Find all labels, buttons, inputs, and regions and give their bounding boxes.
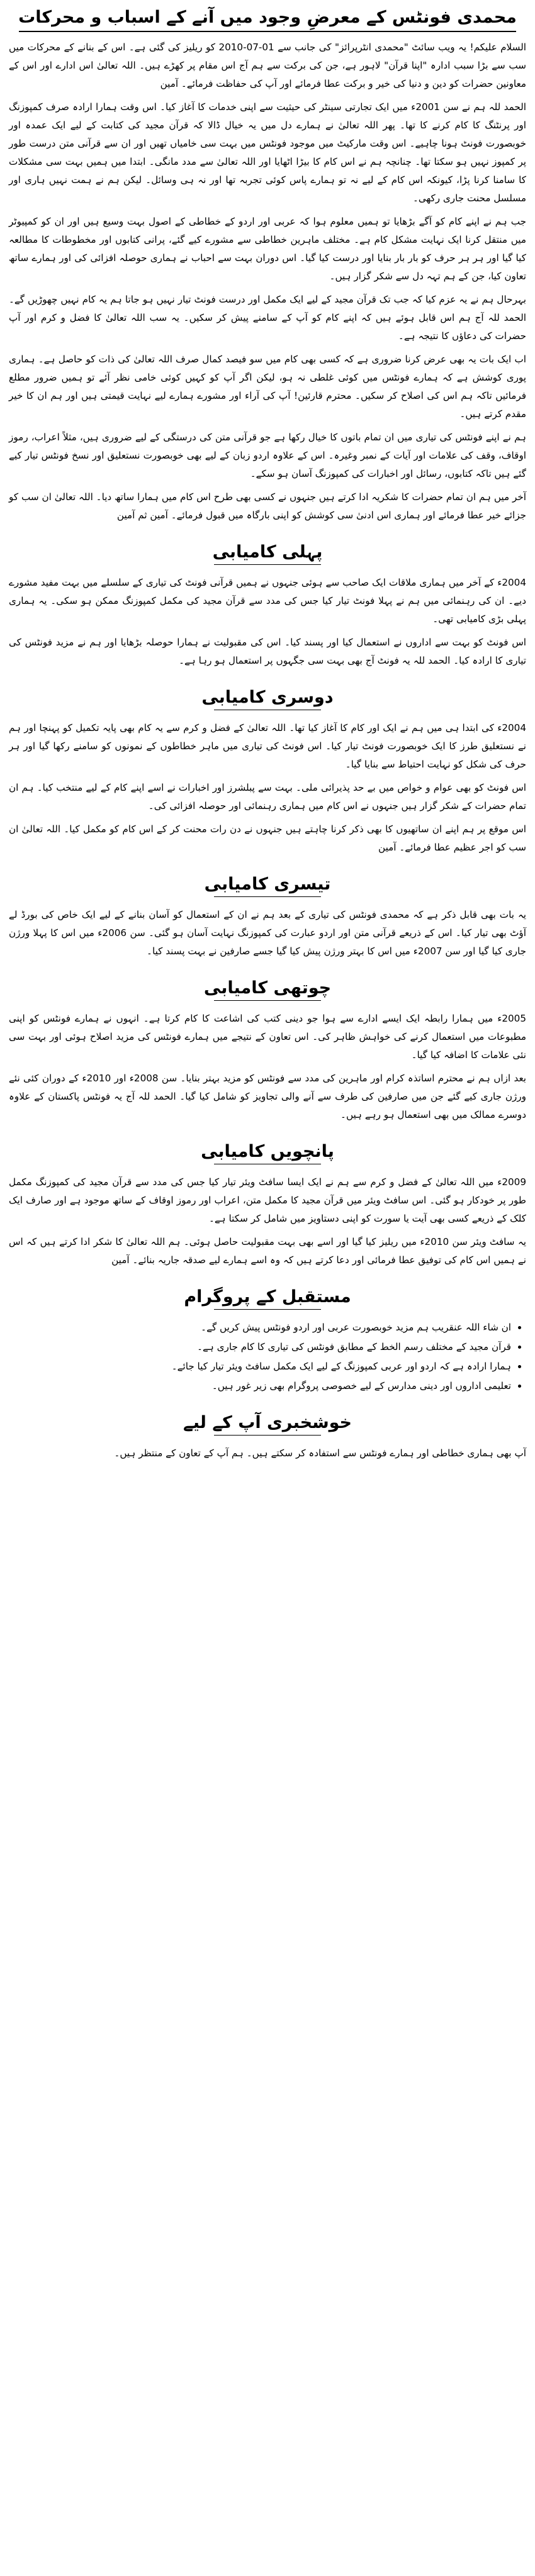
intro-paragraph: الحمد للہ ہم نے سن 2001ء میں ایک تجارتی سینٹر کی حیثیت سے اپنی خدمات کا آغاز کیا۔ اس وقت ہمارا ارادہ صرف کمپوزنگ اور پرنٹنگ کا کام کرنے کا تھا۔ پھر اللہ تعالیٰ نے ہمارے دل میں یہ خیال ڈالا کہ قرآن مجید کی کتابت کے لیے ایک عمدہ اور خوبصورت فونٹ ہونا چاہیے۔ اس وقت مارکیٹ میں موجود فونٹس میں بہت سی خامیاں تھیں اور ان سے قرآنی متن درست طور پر کمپوز نہیں ہو سکتا تھا۔ چنانچہ ہم نے اس کام کا بیڑا اٹھایا اور اللہ تعالیٰ سے مدد مانگی۔ ابتدا میں ہمیں بہت سی مشکلات کا سامنا کرنا پڑا، کیونکہ اس کام کے لیے نہ تو ہمارے پاس کوئی تجربہ تھا اور نہ ہی وسائل۔ لیکن ہم نے ہمت نہیں ہاری اور مسلسل محنت جاری رکھی۔ bbox=[9, 101, 526, 204]
list-item: • تعلیمی اداروں اور دینی مدارس کے لیے خصوصی پروگرام بھی زیر غور ہیں۔ bbox=[9, 1377, 511, 1395]
intro-paragraph: اب ایک بات یہ بھی عرض کرنا ضروری ہے کہ کسی بھی کام میں سو فیصد کمال صرف اللہ تعالیٰ کی ذات کو حاصل ہے۔ ہماری پوری کوشش ہے کہ ہمارے فونٹس میں کوئی غلطی نہ ہو، لیکن اگر آپ کو کہیں کوئی خامی نظر آئے تو ہمیں ضرور مطلع فرمائیں تاکہ ہم اس کی اصلاح کر سکیں۔ محترم قارئین! آپ کی آراء اور مشورے ہمارے لیے نہایت قیمتی ہیں اور ہم ان کا خیر مقدم کرتے ہیں۔ bbox=[9, 354, 526, 420]
section-paragraph: 2004ء کے آخر میں ہماری ملاقات ایک صاحب سے ہوئی جنہوں نے ہمیں قرآنی فونٹ کی تیاری کے سلسلے میں بہت مفید مشورے دیے۔ ان کی رہنمائی میں ہم نے پہلا فونٹ تیار کیا جس کی مدد سے قرآن مجید کی مکمل کمپوزنگ ممکن ہو سکی۔ یہ ہماری پہلی بڑی کامیابی تھی۔ bbox=[9, 577, 526, 625]
section-title: خوشخبری آپ کے لیے bbox=[183, 1413, 352, 1432]
section-paragraph: یہ سافٹ ویئر سن 2010ء میں ریلیز کیا گیا اور اسے بھی بہت مقبولیت حاصل ہوئی۔ ہم اللہ تعالیٰ کا شکر ادا کرتے ہیں کہ اس نے ہمیں اس کام کی توفیق عطا فرمائی اور دعا کرتے ہیں کہ وہ اسے ہمارے لیے صدقہ جاریہ بنائے۔ آمین bbox=[9, 1236, 526, 1266]
section-paragraph: 2005ء میں ہمارا رابطہ ایک ایسے ادارے سے ہوا جو دینی کتب کی اشاعت کا کام کرتا ہے۔ انہوں نے ہمارے فونٹس کو اپنی مطبوعات میں استعمال کرنے کی خواہش ظاہر کی۔ اس تعاون کے نتیجے میں ہمارے فونٹس کی مزید اصلاح ہوئی اور بہت سی نئی علامات کا اضافہ کیا گیا۔ bbox=[9, 1013, 526, 1061]
intro-paragraph: السلام علیکم! یہ ویب سائٹ "محمدی انٹرپرائز" کی جانب سے 01-07-2010 کو ریلیز کی گئی ہے۔ اس کے بنانے کے محرکات میں سب سے بڑا سبب ادارہ "اپنا قرآن" لاہور ہے، جن کی برکت سے ہم آج اس مقام پر کھڑے ہیں۔ اللہ تعالیٰ اس ادارے اور اس کے معاونین حضرات کو دین و دنیا کی خیر و برکت عطا فرمائے اور آپ کی حفاظت فرمائے۔ آمین bbox=[9, 42, 526, 89]
article-section bbox=[0, 1142, 535, 1269]
article-section bbox=[0, 874, 535, 961]
section-title: پہلی کامیابی bbox=[212, 542, 323, 562]
section-divider bbox=[214, 1435, 321, 1436]
section-paragraph: یہ بات بھی قابل ذکر ہے کہ محمدی فونٹس کی تیاری کے بعد ہم نے ان کے استعمال کو آسان بنانے کے لیے ایک خاص کی بورڈ لے آؤٹ بھی تیار کیا۔ اس کے ذریعے قرآنی متن اور اردو عبارت کی کمپوزنگ نہایت آسان ہو گئی۔ سن 2006ء میں اس کا پہلا ورژن جاری کیا گیا اور سن 2007ء میں اس کا بہتر ورژن پیش کیا گیا جسے صارفین نے بہت پسند کیا۔ bbox=[9, 909, 526, 957]
section-title: تیسری کامیابی bbox=[204, 874, 331, 894]
section-divider bbox=[214, 1000, 321, 1001]
page-title: محمدی فونٹس کے معرضِ وجود میں آنے کے اسباب و محرکات bbox=[18, 8, 517, 27]
article-section bbox=[0, 688, 535, 857]
title-divider bbox=[19, 31, 516, 32]
section-paragraph: 2004ء کی ابتدا ہی میں ہم نے ایک اور کام کا آغاز کیا تھا۔ اللہ تعالیٰ کے فضل و کرم سے یہ کام بھی پایہ تکمیل کو پہنچا اور ہم نے نستعلیق طرز کا ایک خوبصورت فونٹ تیار کیا۔ اس فونٹ کی تیاری میں ماہر خطاطوں کے نمونوں کو سامنے رکھا گیا اور ہر حرف کی شکل کو نہایت احتیاط سے بنایا گیا۔ bbox=[9, 722, 526, 770]
program-list bbox=[9, 1319, 526, 1395]
section-paragraph: بعد ازاں ہم نے محترم اساتذہ کرام اور ماہرین کی مدد سے فونٹس کو مزید بہتر بنایا۔ سن 2008ء اور 2010ء کے دوران کئی نئے ورژن جاری کیے گئے جن میں صارفین کی طرف سے آنے والی تجاویز کو شامل کیا گیا۔ الحمد للہ آج یہ فونٹس پاکستان کے علاوہ دوسرے ممالک میں بھی استعمال ہو رہے ہیں۔ bbox=[9, 1073, 526, 1120]
section-paragraph: اس موقع پر ہم اپنے ان ساتھیوں کا بھی ذکر کرنا چاہتے ہیں جنہوں نے دن رات محنت کر کے اس کام کو مکمل کیا۔ اللہ تعالیٰ ان سب کو اجر عظیم عطا فرمائے۔ آمین bbox=[9, 823, 526, 853]
intro-section bbox=[0, 38, 535, 525]
section-paragraph: اس فونٹ کو بھی عوام و خواص میں بے حد پذیرائی ملی۔ بہت سے پبلشرز اور اخبارات نے اسے اپنے کام کے لیے منتخب کیا۔ ہم ان تمام حضرات کے شکر گزار ہیں جنہوں نے اس کام میں ہماری رہنمائی اور حوصلہ افزائی کی۔ bbox=[9, 782, 526, 811]
list-item: • ان شاء اللہ عنقریب ہم مزید خوبصورت عربی اور اردو فونٹس پیش کریں گے۔ bbox=[9, 1319, 511, 1337]
article-section bbox=[0, 1287, 535, 1395]
section-paragraph: آپ بھی ہماری خطاطی اور ہمارے فونٹس سے استفادہ کر سکتے ہیں۔ ہم آپ کے تعاون کے منتظر ہیں۔ bbox=[114, 1447, 526, 1459]
list-item: • ہمارا ارادہ ہے کہ اردو اور عربی کمپوزنگ کے لیے ایک مکمل سافٹ ویئر تیار کیا جائے۔ bbox=[9, 1358, 511, 1376]
intro-paragraph: جب ہم نے اپنے کام کو آگے بڑھایا تو ہمیں معلوم ہوا کہ عربی اور اردو کے خطاطی کے اصول بہت وسیع ہیں اور ان کو کمپیوٹر میں منتقل کرنا ایک نہایت مشکل کام ہے۔ مختلف ماہرین خطاطی سے مشورے کیے گئے، پرانی کتابوں اور مخطوطات کا مطالعہ کیا گیا اور ہر ہر حرف کو بار بار بنایا اور درست کیا گیا۔ اس دوران بہت سے احباب نے ہماری حوصلہ افزائی کی اور ہمارے ساتھ تعاون کیا، جن کے ہم تہہ دل سے شکر گزار ہیں۔ bbox=[9, 216, 526, 282]
list-item: • قرآن مجید کے مختلف رسم الخط کے مطابق فونٹس کی تیاری کا کام جاری ہے۔ bbox=[9, 1338, 511, 1356]
intro-paragraph: ہم نے اپنے فونٹس کی تیاری میں ان تمام باتوں کا خیال رکھا ہے جو قرآنی متن کی درستگی کے لیے ضروری ہیں، مثلاً اعراب، رموز اوقاف، وقف کی علامات اور آیات کے نمبر وغیرہ۔ اس کے علاوہ اردو زبان کے لیے بھی خوبصورت نستعلیق اور نسخ فونٹس تیار کیے گئے ہیں تاکہ کتابوں، رسائل اور اخبارات کی کمپوزنگ آسان ہو سکے۔ bbox=[9, 432, 526, 479]
article-section bbox=[0, 542, 535, 670]
sections-container bbox=[0, 542, 535, 1463]
section-paragraph: اس فونٹ کو بہت سے اداروں نے استعمال کیا اور پسند کیا۔ اس کی مقبولیت نے ہمارا حوصلہ بڑھایا اور ہم نے مزید فونٹس کی تیاری کا ارادہ کیا۔ الحمد للہ یہ فونٹ آج بھی بہت سی جگہوں پر استعمال ہو رہا ہے۔ bbox=[9, 637, 526, 666]
section-divider bbox=[214, 1309, 321, 1310]
section-title: مستقبل کے پروگرام bbox=[184, 1287, 351, 1307]
section-paragraph: 2009ء میں اللہ تعالیٰ کے فضل و کرم سے ہم نے ایک ایسا سافٹ ویئر تیار کیا جس کی مدد سے قرآن مجید کی کمپوزنگ مکمل طور پر خودکار ہو گئی۔ اس سافٹ ویئر میں قرآن مجید کا مکمل متن، اعراب اور رموز اوقاف کے ساتھ موجود ہے اور صارف ایک کلک کے ذریعے کسی بھی آیت یا سورت کو اپنی دستاویز میں شامل کر سکتا ہے۔ bbox=[9, 1176, 526, 1224]
section-divider bbox=[214, 564, 321, 565]
section-title: چوتھی کامیابی bbox=[203, 978, 332, 998]
article-section bbox=[0, 978, 535, 1124]
article-section bbox=[0, 1413, 535, 1463]
section-title: دوسری کامیابی bbox=[201, 688, 334, 707]
section-title: پانچویں کامیابی bbox=[201, 1142, 334, 1161]
intro-paragraph: آخر میں ہم ان تمام حضرات کا شکریہ ادا کرتے ہیں جنہوں نے کسی بھی طرح اس کام میں ہمارا ساتھ دیا۔ اللہ تعالیٰ ان سب کو جزائے خیر عطا فرمائے اور ہماری اس ادنیٰ سی کوشش کو اپنی بارگاہ میں قبول فرمائے۔ آمین ثم آمین bbox=[9, 491, 526, 521]
section-divider bbox=[214, 896, 321, 897]
intro-paragraph: بہرحال ہم نے یہ عزم کیا کہ جب تک قرآن مجید کے لیے ایک مکمل اور درست فونٹ تیار نہیں ہو جاتا ہم یہ کام نہیں چھوڑیں گے۔ الحمد للہ آج ہم اس قابل ہوئے ہیں کہ اپنے کام کو آپ کے سامنے پیش کر سکیں۔ یہ سب اللہ تعالیٰ کا فضل و کرم اور آپ حضرات کی دعاؤں کا نتیجہ ہے۔ bbox=[9, 294, 526, 342]
